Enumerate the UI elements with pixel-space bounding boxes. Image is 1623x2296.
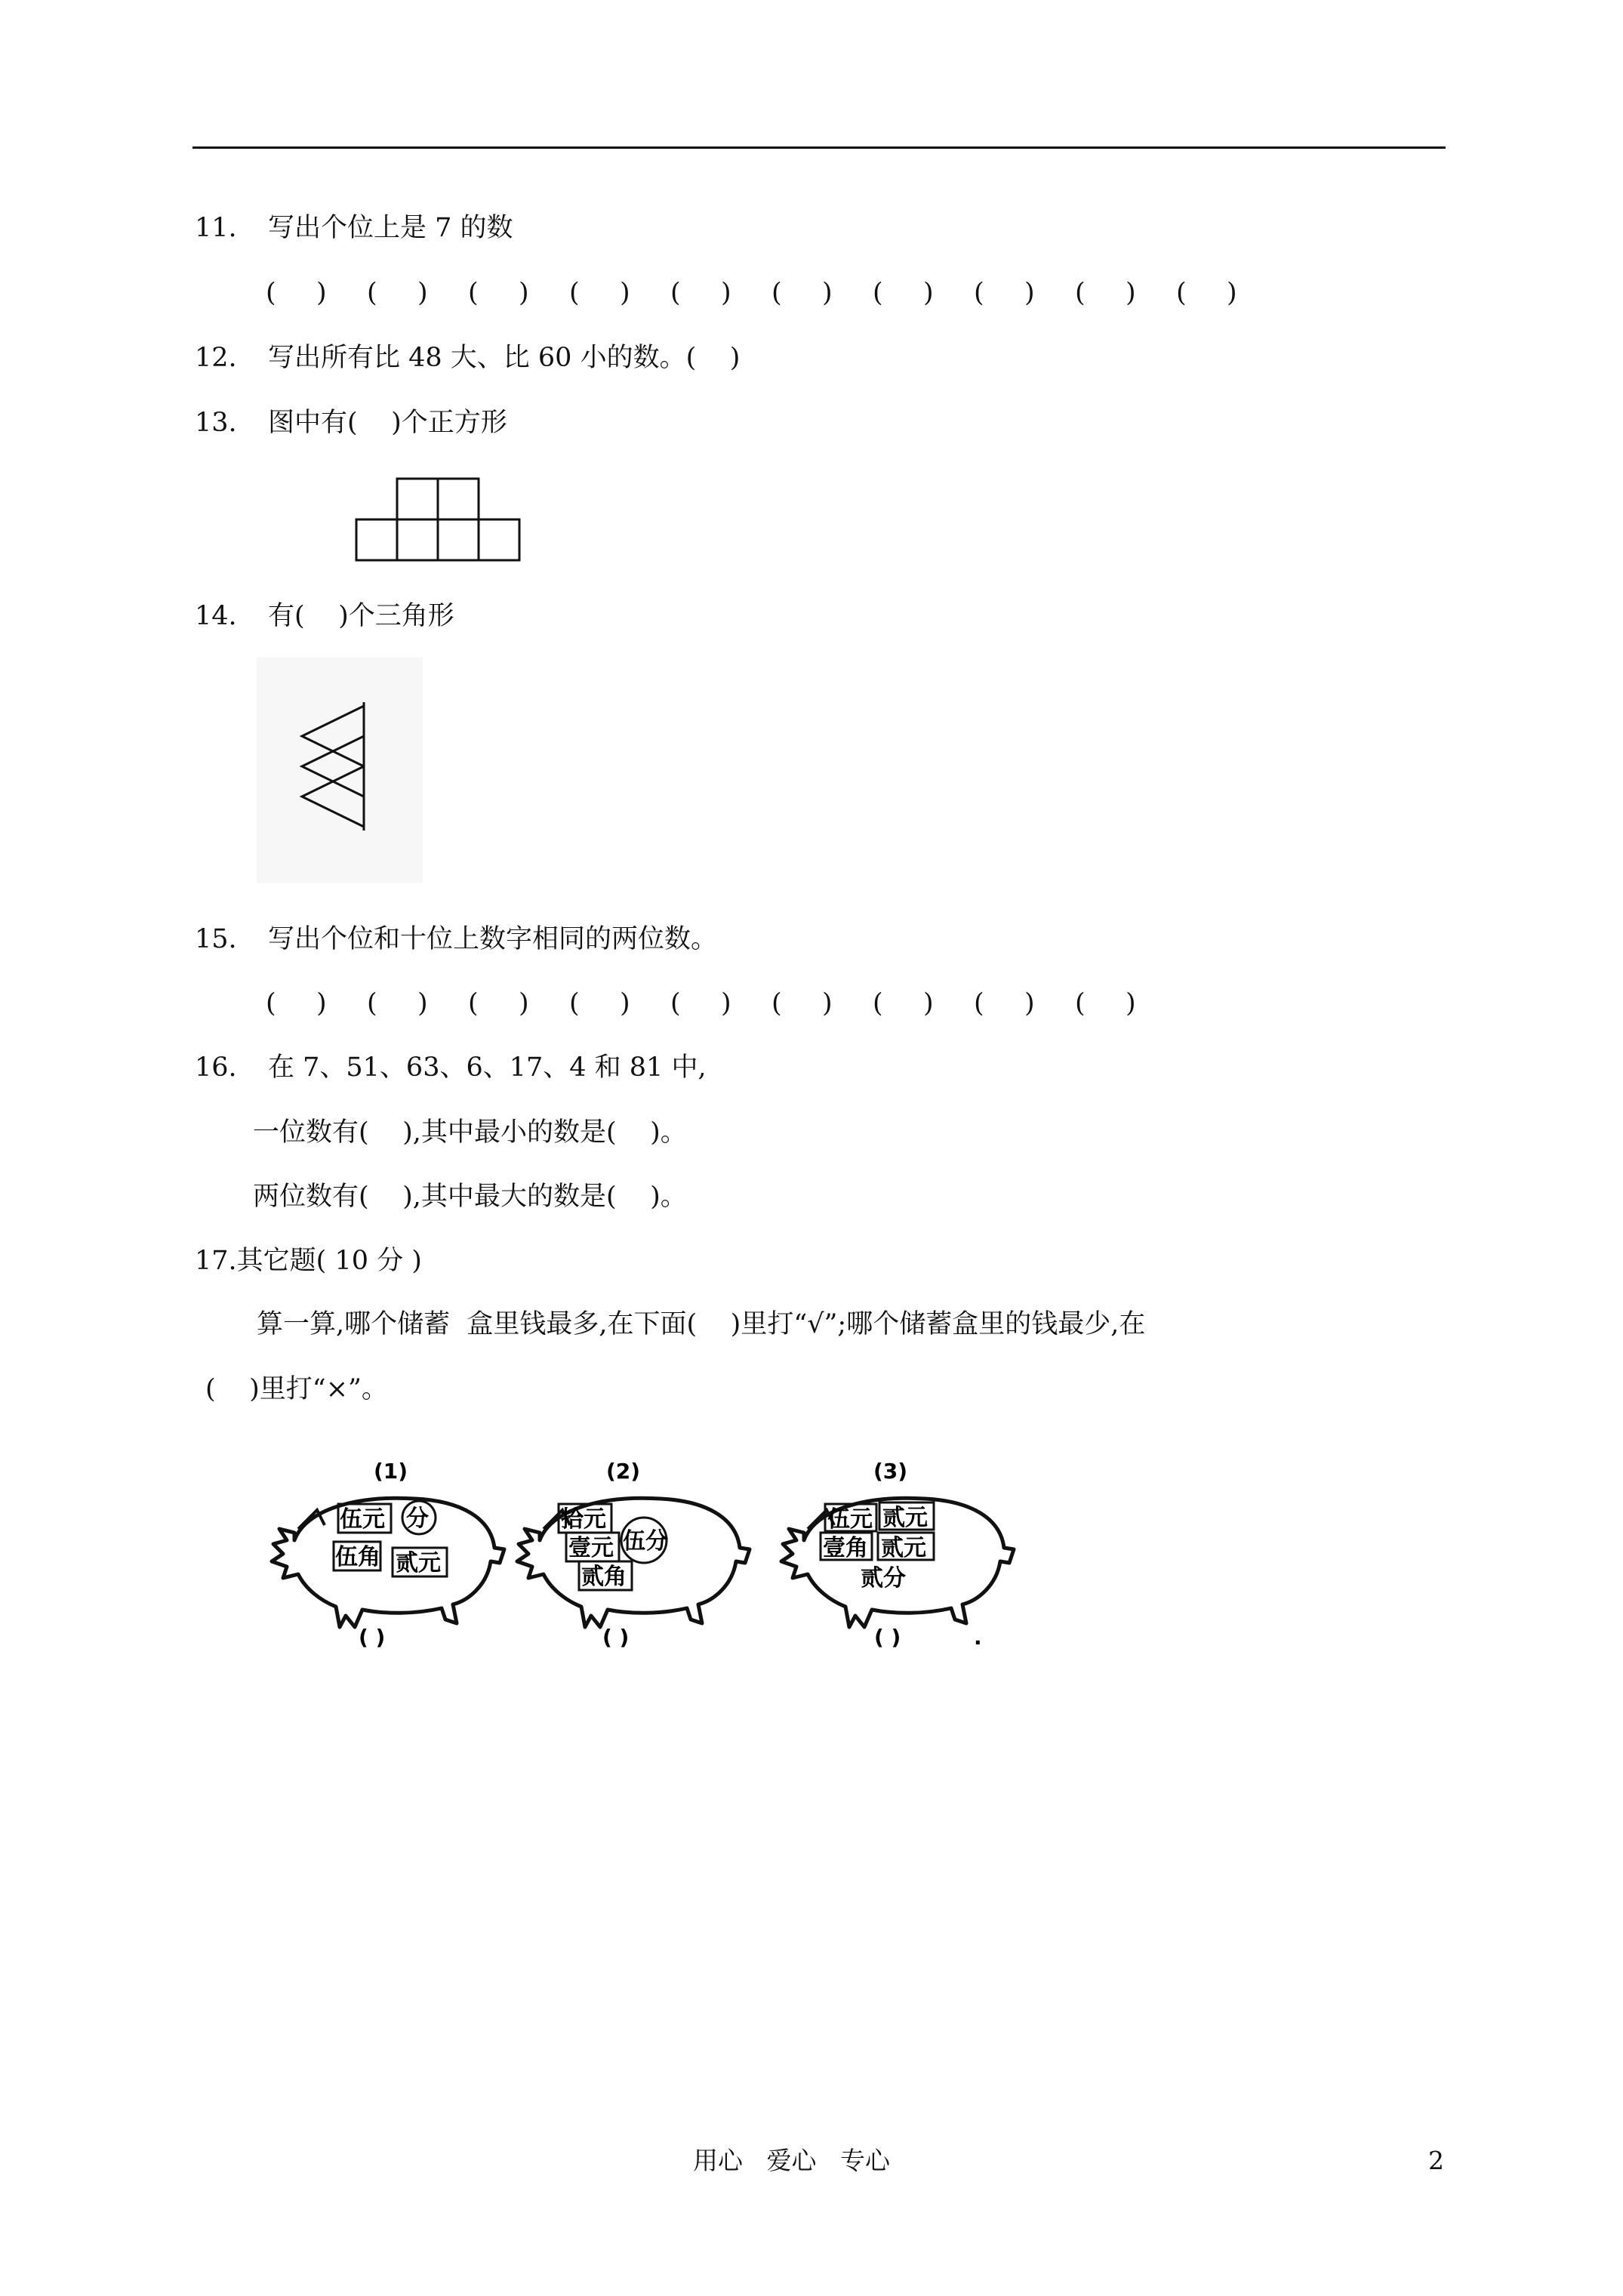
answer-blank-close-paren: ) (316, 278, 327, 308)
q12-number: 12. (195, 343, 237, 373)
pig2-coin-1: 拾元 (561, 1506, 606, 1533)
pig1-coin-1: 伍元 (340, 1506, 385, 1533)
piggy-banks-figure (257, 1435, 1027, 1661)
answer-blank-open-paren: ( (670, 988, 681, 1019)
answer-blank-close-paren: ) (822, 988, 833, 1019)
squares-figure (355, 476, 522, 563)
answer-blank-open-paren: ( (367, 988, 377, 1019)
q14-number: 14. (195, 601, 237, 631)
answer-blank-open-paren: ( (873, 278, 883, 308)
pig1-answer-parens: ( ) (359, 1625, 386, 1650)
q11-text: 写出个位上是 7 的数 (268, 213, 513, 243)
piggy-bank-2 (517, 1459, 750, 1627)
pig1-coin-4: 贰元 (396, 1550, 441, 1576)
triangles-figure (257, 657, 423, 883)
header-rule (192, 146, 1446, 149)
q16-line1: 一位数有( ),其中最小的数是( )。 (253, 1117, 687, 1148)
answer-blank-open-paren: ( (670, 278, 681, 308)
answer-blank-close-paren: ) (721, 988, 731, 1019)
pig3-coin-4: 贰元 (881, 1535, 926, 1561)
answer-blank-open-paren: ( (974, 278, 984, 308)
piggy-bank-3 (781, 1459, 1014, 1627)
answer-blank-open-paren: ( (367, 278, 377, 308)
answer-blank-open-paren: ( (1176, 278, 1187, 308)
q13-number: 13. (195, 408, 237, 438)
answer-blank-open-paren: ( (468, 278, 479, 308)
trailing-dot: . (974, 1625, 982, 1650)
pig1-coin-2: 分 (406, 1505, 429, 1532)
pig2-label: (2) (606, 1459, 641, 1484)
answer-blank-close-paren: ) (1024, 278, 1035, 308)
pig3-label: (3) (873, 1459, 908, 1484)
page-number: 2 (1428, 2146, 1444, 2175)
pig2-coin-2: 壹元 (568, 1535, 614, 1561)
q17-line2: ( )里打“×”。 (205, 1374, 388, 1404)
q15-text: 写出个位和十位上数字相同的两位数。 (268, 924, 718, 954)
answer-blank-close-paren: ) (316, 988, 327, 1019)
answer-blank-close-paren: ) (1126, 278, 1136, 308)
q16-line2: 两位数有( ),其中最大的数是( )。 (253, 1182, 687, 1212)
answer-blank-close-paren: ) (519, 988, 529, 1019)
answer-blank-close-paren: ) (923, 278, 934, 308)
answer-blank-open-paren: ( (771, 988, 782, 1019)
pig1-coin-3: 伍角 (335, 1544, 380, 1570)
answer-blank-close-paren: ) (822, 278, 833, 308)
answer-blank-close-paren: ) (620, 988, 630, 1019)
q17-line1: 算一算,哪个储蓄 盒里钱最多,在下面( )里打“√”;哪个储蓄盒里的钱最少,在 (257, 1309, 1146, 1339)
answer-blank-open-paren: ( (266, 988, 276, 1019)
footer-motto: 用心 爱心 专心 (693, 2146, 890, 2175)
q15-number: 15. (195, 924, 237, 954)
q17-title: 17.其它题( 10 分 ) (195, 1246, 422, 1276)
answer-blank-close-paren: ) (1024, 988, 1035, 1019)
pig2-coin-3: 伍分 (623, 1528, 668, 1555)
answer-blank-close-paren: ) (721, 278, 731, 308)
pig3-answer-parens: ( ) (874, 1625, 901, 1650)
pig3-coin-3: 壹角 (823, 1535, 868, 1561)
answer-blank-open-paren: ( (468, 988, 479, 1019)
answer-blank-close-paren: ) (1126, 988, 1136, 1019)
answer-blank-close-paren: ) (923, 988, 934, 1019)
answer-blank-open-paren: ( (974, 988, 984, 1019)
q16-text: 在 7、51、63、6、17、4 和 81 中, (268, 1052, 707, 1083)
answer-blank-close-paren: ) (417, 278, 428, 308)
answer-blank-close-paren: ) (1227, 278, 1237, 308)
answer-blank-open-paren: ( (1075, 988, 1086, 1019)
answer-blank-open-paren: ( (569, 988, 580, 1019)
answer-blank-open-paren: ( (266, 278, 276, 308)
q16-number: 16. (195, 1052, 237, 1083)
answer-blank-open-paren: ( (771, 278, 782, 308)
piggy-bank-1 (272, 1459, 504, 1627)
q12-text: 写出所有比 48 大、比 60 小的数。( ) (268, 343, 741, 373)
answer-blank-open-paren: ( (569, 278, 580, 308)
answer-blank-open-paren: ( (873, 988, 883, 1019)
q13-text: 图中有( )个正方形 (268, 408, 507, 438)
pig1-label: (1) (374, 1459, 408, 1484)
pig2-coin-4: 贰角 (581, 1564, 627, 1590)
pig3-coin-2: 贰元 (882, 1505, 928, 1531)
answer-blank-open-paren: ( (1075, 278, 1086, 308)
pig3-coin-5: 贰分 (861, 1565, 906, 1592)
pig2-answer-parens: ( ) (602, 1625, 630, 1650)
answer-blank-close-paren: ) (417, 988, 428, 1019)
pig3-coin-1: 伍元 (827, 1506, 873, 1533)
q14-text: 有( )个三角形 (268, 601, 454, 631)
answer-blank-close-paren: ) (519, 278, 529, 308)
q11-number: 11. (195, 213, 237, 243)
answer-blank-close-paren: ) (620, 278, 630, 308)
